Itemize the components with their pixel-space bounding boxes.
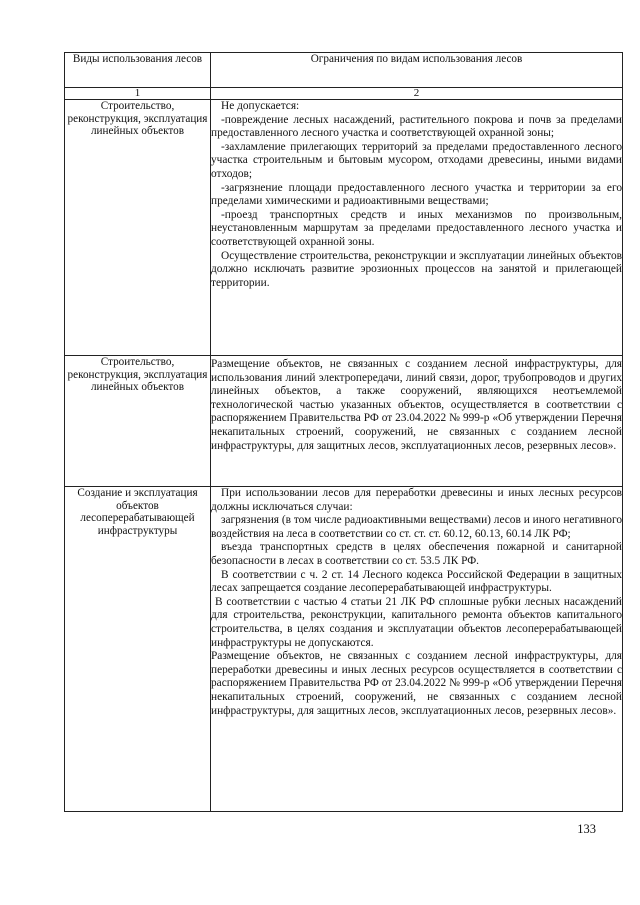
paragraph: -загрязнение площади предоставленного лесного участка и территории за его пределами химическими и радиоактивными веществами; [211,181,622,208]
paragraph: -захламление прилегающих территорий за пределами предоставленного лесного участка строительным и бытовым мусором, отходами древесины, иными видами отходов; [211,140,622,180]
paragraph: въезда транспортных средств в целях обеспечения пожарной и санитарной безопасности в лесах в соответствии со ст. 53.5 ЛК РФ. [211,541,622,567]
restrictions-cell [211,356,623,487]
header-use-type: Виды использования лесов [65,53,211,88]
paragraph: загрязнения (в том числе радиоактивными веществами) лесов и иного негативного воздействия на леса в соответствии со ст. ст. ст. 60.12, 60.13, 60.14 ЛК РФ; [211,514,622,540]
column-number-2: 2 [211,88,623,100]
restrictions-cell [211,487,623,812]
paragraph: При использовании лесов для переработки древесины и иных лесных ресурсов должны исключаться случаи: [211,487,622,513]
paragraph: Осуществление строительства, реконструкции и эксплуатации линейных объектов должно исключать развитие эрозионных процессов на занятой и прилегающей территории. [211,249,622,289]
table-row [65,487,623,812]
paragraph: В соответствии с частью 4 статьи 21 ЛК РФ сплошные рубки лесных насаждений для строительства, реконструкции, капитального ремонта объектов капитального строительства, в целях создания и эксплуатации объектов лесоперерабатывающей инфраструктуры не допускаются. [211,595,622,649]
use-type-cell: Строительство, реконструкция, эксплуатация линейных объектов [65,100,211,356]
use-type-cell: Создание и эксплуатация объектов лесоперерабатывающей инфраструктуры [65,487,211,812]
table-row [65,100,623,356]
page-number: 133 [577,822,596,836]
forest-use-restrictions-table [64,52,623,812]
use-type-cell: Строительство, реконструкция, эксплуатация линейных объектов [65,356,211,487]
paragraph: -повреждение лесных насаждений, растительного покрова и почв за пределами предоставленного лесного участка и соответствующей охранной зоны; [211,113,622,140]
table-column-numbers-row [65,88,623,100]
restrictions-cell [211,100,623,356]
paragraph: Размещение объектов, не связанных с созданием лесной инфраструктуры, для переработки древесины и иных лесных ресурсов осуществляется в соответствии с распоряжением Правительства РФ от 23.04.2022 № 999-р «Об утверждении Перечня некапитальных строений, сооружений, не связанных с созданием лесной инфраструктуры, для защитных лесов, эксплуатационных лесов, резервных лесов». [211,650,622,717]
paragraph: Размещение объектов, не связанных с созданием лесной инфраструктуры, для использования линий электропередачи, линий связи, дорог, трубопроводов и других линейных объектов, а также сооружений, являющихся неотъемлемой технологической частью указанных объектов, осуществляется в соответствии с распоряжением Правительства РФ от 23.04.2022 № 999-р «Об утверждении Перечня некапитальных строений, сооружений, не связанных с созданием лесной инфраструктуры, для защитных лесов, эксплуатационных лесов, резервных лесов». [211,358,622,452]
column-number-1: 1 [65,88,211,100]
table-header-row [65,53,623,88]
header-restrictions: Ограничения по видам использования лесов [211,53,623,88]
paragraph: Не допускается: [221,100,300,112]
paragraph: В соответствии с ч. 2 ст. 14 Лесного кодекса Российской Федерации в защитных лесах запрещается создание лесоперерабатывающей инфраструктуры. [211,568,622,595]
paragraph: -проезд транспортных средств и иных механизмов по произвольным, неустановленным маршрутам за пределами предоставленного лесного участка и соответствующей охранной зоны. [211,208,622,248]
table-row [65,356,623,487]
